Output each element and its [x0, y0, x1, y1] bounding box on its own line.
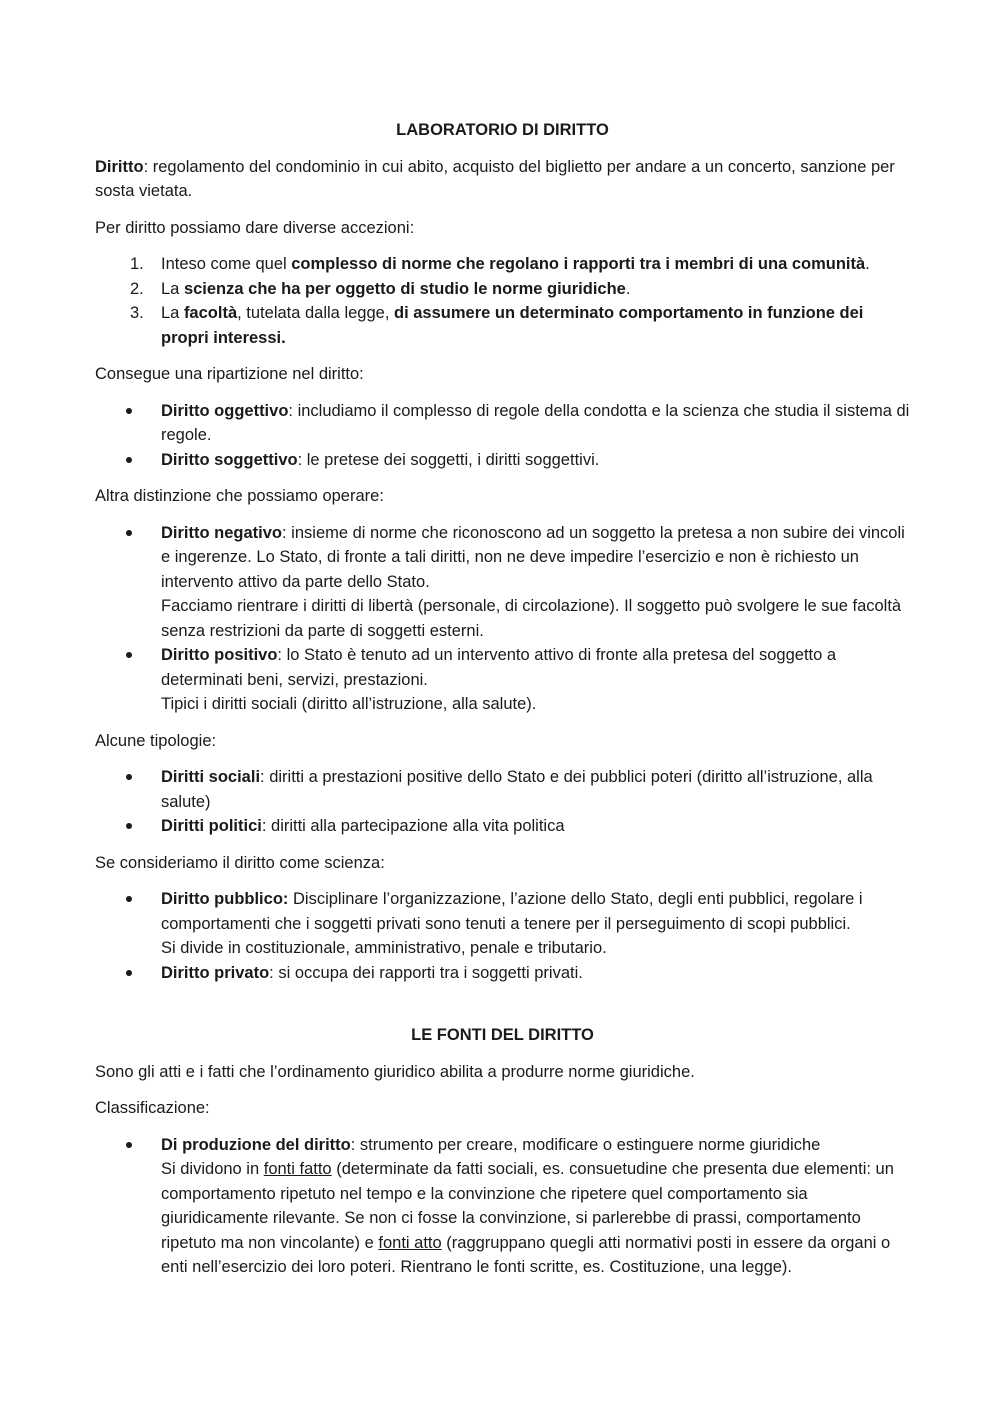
term: Diritto pubblico: — [161, 890, 289, 908]
distinzione-lead: Altra distinzione che possiamo operare: — [95, 487, 384, 505]
item-text: Inteso come quel — [161, 255, 292, 273]
list-item — [95, 252, 910, 277]
bullet-icon — [126, 823, 132, 829]
classificazione-lead: Classificazione: — [95, 1099, 210, 1117]
item-text: (raggruppano quegli atti normativi posti in essere da organi o enti nell’esercizio dei loro poteri. Rientrano le fonti scritte, es. Costituzione, una legge). — [161, 1233, 891, 1276]
item-bold: di assumere un determinato comportamento in funzione dei propri interessi. — [161, 304, 864, 347]
item-number: 1. — [130, 255, 144, 273]
term: Diritto positivo — [161, 646, 278, 664]
list-item — [95, 1133, 910, 1280]
item-text: : diritti a prestazioni positive dello Stato e dei pubblici poteri (diritto all’istruzione, alla salute) — [161, 768, 873, 811]
list-item — [95, 277, 910, 302]
item-text: : insieme di norme che riconoscono ad un soggetto la pretesa a non subire dei vincoli e ingerenze. Lo Stato, di fronte a tali diritti, non ne deve impedire l’esercizio e non è richiesto un intervento attivo da parte dello Stato. — [161, 523, 905, 591]
list-item — [95, 521, 910, 644]
distinzione-list — [95, 521, 910, 717]
definition-diritto — [95, 155, 910, 204]
document-content — [95, 118, 910, 1292]
list-item — [95, 765, 910, 814]
bullet-icon — [126, 652, 132, 658]
item-text: : strumento per creare, modificare o estinguere norme giuridiche — [350, 1135, 821, 1154]
bullet-icon — [126, 1142, 132, 1148]
item-text: Tipici i diritti sociali (diritto all’istruzione, alla salute). — [161, 695, 537, 713]
tipologie-list — [95, 765, 910, 839]
item-text: : diritti alla partecipazione alla vita politica — [261, 817, 565, 835]
list-item — [95, 399, 910, 448]
item-text: , tutelata dalla legge, — [237, 304, 394, 322]
list-item — [95, 643, 910, 717]
ripartizione-lead: Consegue una ripartizione nel diritto: — [95, 365, 364, 383]
list-item — [95, 301, 910, 350]
item-text: . — [865, 255, 870, 273]
scienza-lead: Se consideriamo il diritto come scienza: — [95, 853, 385, 872]
definition-text: : regolamento del condominio in cui abito, acquisto del biglietto per andare a un concerto, sanzione per sosta vietata. — [95, 157, 895, 200]
section-title-fonti: LE FONTI DEL DIRITTO — [411, 1026, 594, 1044]
item-text: : lo Stato è tenuto ad un intervento attivo di fronte alla pretesa del soggetto a determinati beni, servizi, prestazioni. — [161, 646, 837, 689]
item-text: (determinate da fatti sociali, es. consuetudine che presenta due elementi: un comportamento ripetuto nel tempo e la convinzione che ripetere quel comportamento sia giuridicamente rilevante. Se non ci fosse la convinzione, si parlerebbe di prassi, comportamento ripetuto ma non vincolante) e — [161, 1160, 894, 1252]
bullet-icon — [126, 457, 132, 463]
list-item — [95, 814, 910, 839]
underlined-term: fonti atto — [378, 1233, 442, 1252]
item-number: 3. — [130, 304, 144, 322]
list-item — [95, 961, 910, 986]
term: Diritti sociali — [161, 768, 261, 786]
bullet-icon — [126, 970, 132, 976]
item-bold: complesso di norme che regolano i rapporti tra i membri di una comunità — [291, 255, 866, 273]
term: Di produzione del diritto — [161, 1135, 351, 1154]
item-text: La — [161, 279, 184, 298]
scienza-list — [95, 887, 910, 985]
bullet-icon — [126, 408, 132, 414]
bullet-icon — [126, 896, 132, 902]
list-item — [95, 887, 910, 961]
list-item — [95, 448, 910, 473]
term: Diritto — [95, 157, 144, 176]
term: Diritto soggettivo — [161, 450, 298, 469]
item-text: : le pretese dei soggetti, i diritti soggettivi. — [297, 450, 600, 469]
fonti-intro: Sono gli atti e i fatti che l’ordinamento giuridico abilita a produrre norme giuridiche. — [95, 1062, 695, 1081]
tipologie-lead: Alcune tipologie: — [95, 731, 217, 750]
item-text: La — [161, 304, 184, 322]
section-title-laboratorio: LABORATORIO DI DIRITTO — [396, 121, 609, 139]
term: Diritto privato — [161, 963, 270, 982]
item-text: . — [625, 279, 631, 298]
term: Diritto negativo — [161, 523, 283, 542]
item-text: Facciamo rientrare i diritti di libertà (personale, di circolazione). Il soggetto può svolgere le sue facoltà senza restrizioni da parte di soggetti esterni. — [161, 597, 902, 640]
item-text: : includiamo il complesso di regole della condotta e la scienza che studia il sistema di regole. — [161, 401, 910, 444]
underlined-term: fonti fatto — [263, 1160, 332, 1178]
item-text: Disciplinare l’organizzazione, l’azione dello Stato, degli enti pubblici, regolare i comportamenti che i soggetti privati sono tenuti a tenere per il perseguimento di scopi pubblici. — [161, 890, 863, 933]
item-text: Si dividono in — [161, 1160, 264, 1178]
ripartizione-list — [95, 399, 910, 473]
term: Diritti politici — [161, 817, 262, 835]
classificazione-list — [95, 1133, 910, 1280]
item-number: 2. — [130, 279, 144, 298]
accezioni-list — [95, 252, 910, 350]
term: Diritto oggettivo — [161, 401, 289, 420]
item-text: Si divide in costituzionale, amministrativo, penale e tributario. — [161, 939, 607, 957]
item-bold: facoltà — [183, 304, 238, 322]
bullet-icon — [126, 774, 132, 780]
item-text: : si occupa dei rapporti tra i soggetti privati. — [269, 963, 583, 982]
accezioni-lead: Per diritto possiamo dare diverse accezioni: — [95, 218, 415, 237]
item-bold: scienza che ha per oggetto di studio le norme giuridiche — [183, 279, 626, 298]
bullet-icon — [126, 530, 132, 536]
